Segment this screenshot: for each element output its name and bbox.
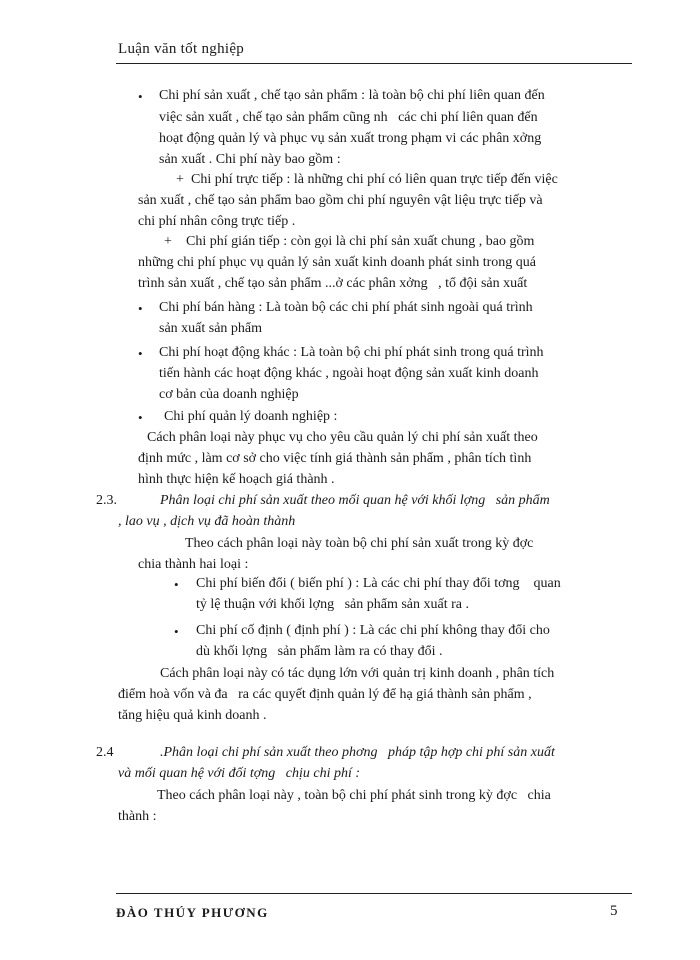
section-heading: , lao vụ , dịch vụ đã hoàn thành	[118, 514, 296, 529]
text-line: chia thành hai loại :	[138, 557, 249, 572]
text-line: tiến hành các hoạt động khác , ngoài hoạt động sản xuất kinh doanh	[159, 366, 539, 381]
text-line: Cách phân loại này phục vụ cho yêu cầu quản lý chi phí sản xuất theo	[147, 430, 538, 445]
text-line: tăng hiệu quả kinh doanh .	[118, 708, 267, 723]
plus-marker: +	[164, 234, 172, 249]
bullet-icon: •	[138, 410, 143, 425]
plus-marker: +	[176, 172, 184, 187]
text-line: định mức , làm cơ sở cho việc tính giá thành sản phẩm , phân tích tình	[138, 451, 532, 466]
text-line: Chi phí sản xuất , chế tạo sản phẩm : là toàn bộ chi phí liên quan đến	[159, 88, 545, 103]
text-line: sản xuất , chế tạo sản phẩm bao gồm chi phí nguyên vật liệu trực tiếp và	[138, 193, 543, 208]
page-number: 5	[610, 903, 618, 919]
text-line: tỷ lệ thuận với khối lợng sản phẩm sản xuất ra .	[196, 597, 469, 612]
text-line: Theo cách phân loại này , toàn bộ chi phí phát sinh trong kỳ đợc chia	[157, 788, 551, 803]
bullet-icon: •	[174, 577, 179, 592]
section-heading: Phân loại chi phí sản xuất theo mối quan hệ với khối lợng sản phẩm	[160, 493, 550, 508]
text-line: điểm hoà vốn và đa ra các quyết định quản lý để hạ giá thành sản phẩm ,	[118, 687, 532, 702]
text-line: Chi phí hoạt động khác : Là toàn bộ chi phí phát sinh trong quá trình	[159, 345, 544, 360]
footer-rule	[116, 893, 632, 894]
section-heading: và mối quan hệ với đối tợng chịu chi phí :	[118, 766, 361, 781]
bullet-icon: •	[138, 346, 143, 361]
text-line: chi phí nhân công trực tiếp .	[138, 214, 296, 229]
footer-author: ĐÀO THÚY PHƯƠNG	[116, 905, 269, 920]
text-line: sản xuất . Chi phí này bao gồm :	[159, 152, 341, 167]
text-line: dù khối lợng sản phẩm làm ra có thay đổi .	[196, 644, 443, 659]
text-line: thành :	[118, 809, 157, 824]
text-line: Chi phí trực tiếp : là những chi phí có liên quan trực tiếp đến việc	[191, 172, 558, 187]
text-line: cơ bản của doanh nghiệp	[159, 387, 299, 402]
text-line: Chi phí gián tiếp : còn gọi là chi phí sản xuất chung , bao gồm	[186, 234, 535, 249]
text-line: những chi phí phục vụ quản lý sản xuất kinh doanh phát sinh trong quá	[138, 255, 536, 270]
header-rule	[116, 63, 632, 64]
text-line: hoạt động quản lý và phục vụ sản xuất trong phạm vi các phân xởng	[159, 131, 542, 146]
section-heading: .Phân loại chi phí sản xuất theo phơng pháp tập hợp chi phí sản xuất	[160, 745, 555, 760]
section-number: 2.3.	[96, 493, 117, 508]
header-title: Luận văn tốt nghiệp	[118, 41, 245, 57]
text-line: Chi phí cố định ( định phí ) : Là các chi phí không thay đổi cho	[196, 623, 550, 638]
text-line: việc sản xuất , chế tạo sản phẩm cũng nh các chi phí liên quan đến	[159, 110, 538, 125]
text-line: trình sản xuất , chế tạo sản phẩm ...ở các phân xởng , tổ đội sản xuất	[138, 276, 528, 291]
bullet-icon: •	[138, 89, 143, 104]
section-number: 2.4	[96, 745, 114, 760]
text-line: Chi phí biến đổi ( biến phí ) : Là các chi phí thay đổi tơng quan	[196, 576, 561, 591]
text-line: Theo cách phân loại này toàn bộ chi phí sản xuất trong kỳ đợc	[185, 536, 534, 551]
text-line: hình thực hiện kế hoạch giá thành .	[138, 472, 335, 487]
bullet-icon: •	[174, 624, 179, 639]
text-line: Chi phí bán hàng : Là toàn bộ các chi phí phát sinh ngoài quá trình	[159, 300, 533, 315]
bullet-icon: •	[138, 301, 143, 316]
text-line: sản xuất sản phẩm	[159, 321, 263, 336]
text-line: Cách phân loại này có tác dụng lớn với quản trị kinh doanh , phân tích	[160, 666, 555, 681]
text-line: Chi phí quản lý doanh nghiệp :	[164, 409, 338, 424]
